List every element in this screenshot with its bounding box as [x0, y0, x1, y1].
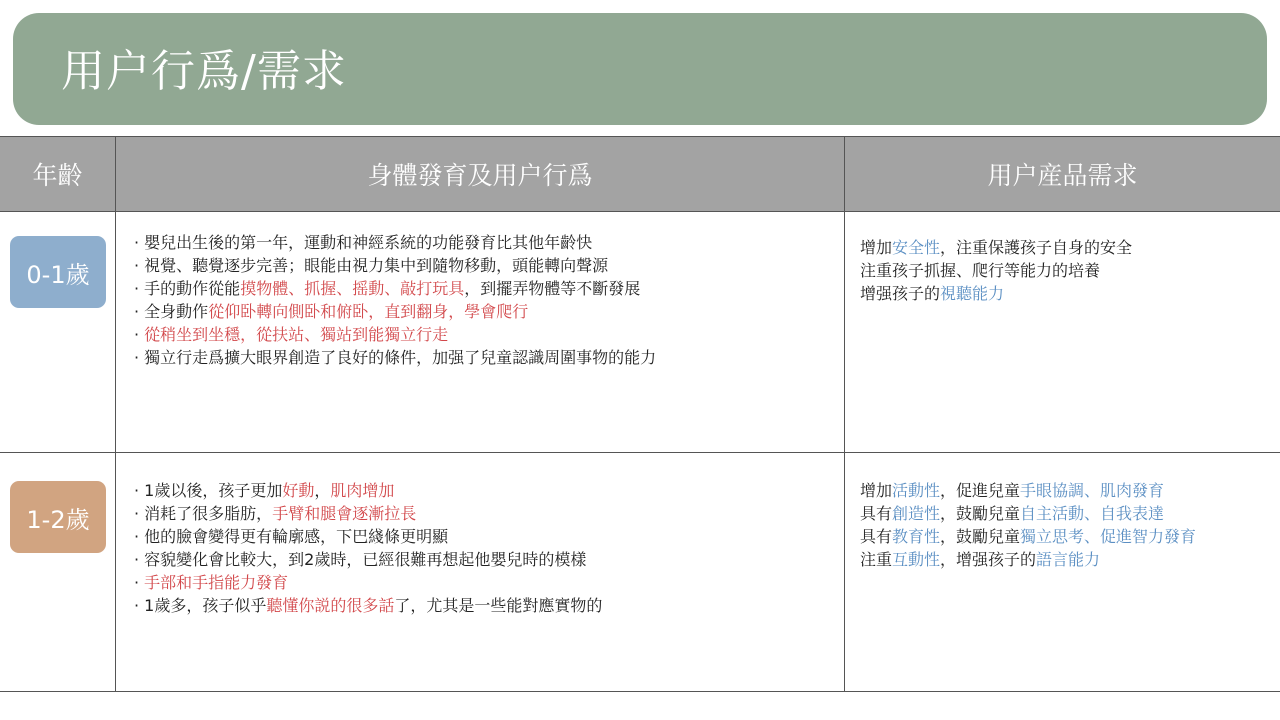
needs-line [860, 525, 1196, 548]
text-segment: · [134, 325, 145, 344]
development-bullet [134, 479, 602, 502]
text-segment: 注重孩子抓握、爬行等能力的培養 [860, 261, 1101, 280]
needs-line [860, 479, 1196, 502]
text-segment: ，注重保護孩子自身的安全 [940, 238, 1133, 257]
development-bullet [134, 231, 656, 254]
development-bullet [134, 502, 602, 525]
text-segment: · 1歲以後，孩子更加 [134, 481, 283, 500]
needs-line [860, 236, 1132, 259]
highlighted-text: 肌肉增加 [330, 481, 395, 500]
grid-line-top [0, 136, 1280, 137]
highlighted-text: 安全性 [892, 238, 941, 257]
highlighted-text: 好動 [282, 481, 315, 500]
text-segment: 具有 [860, 527, 893, 546]
highlighted-text: 語言能力 [1036, 550, 1101, 569]
development-bullet [134, 277, 656, 300]
text-segment: · 嬰兒出生後的第一年，運動和神經系統的功能發育比其他年齡快 [134, 233, 593, 252]
grid-line-row-divider [0, 452, 1280, 453]
development-bullet [134, 594, 602, 617]
highlighted-text: 創造性 [892, 504, 941, 523]
text-segment: · 全身動作 [134, 302, 209, 321]
text-segment: · 他的臉會變得更有輪廓感，下巴綫條更明顯 [134, 527, 449, 546]
text-segment: ， [314, 481, 331, 500]
column-header-development: 身體發育及用户行爲 [116, 137, 844, 211]
needs-line [860, 259, 1132, 282]
highlighted-text: 手臂和腿會逐漸拉長 [272, 504, 417, 523]
text-segment: · [134, 573, 145, 592]
development-bullet [134, 548, 602, 571]
title-banner [13, 13, 1267, 125]
needs-cell [860, 236, 1132, 305]
age-badge-1-2: 1-2歲 [10, 481, 106, 553]
highlighted-text: 獨立思考、促進智力發育 [1020, 527, 1197, 546]
page-title: 用户行爲/需求 [61, 46, 347, 97]
highlighted-text: 從仰卧轉向側卧和俯卧，直到翻身，學會爬行 [208, 302, 529, 321]
text-segment: 增强孩子的 [860, 284, 941, 303]
development-cell [134, 231, 656, 369]
text-segment: ，促進兒童 [940, 481, 1021, 500]
highlighted-text: 摸物體、抓握、摇動、敲打玩具 [240, 279, 465, 298]
grid-line-header-bottom [0, 211, 1280, 212]
needs-line [860, 502, 1196, 525]
needs-cell [860, 479, 1196, 571]
highlighted-text: 自主活動、自我表達 [1020, 504, 1165, 523]
text-segment: 增加 [860, 481, 893, 500]
text-segment: 具有 [860, 504, 893, 523]
text-segment: 了，尤其是一些能對應實物的 [394, 596, 603, 615]
development-bullet [134, 525, 602, 548]
text-segment: · 獨立行走爲擴大眼界創造了良好的條件，加强了兒童認識周圍事物的能力 [134, 348, 657, 367]
highlighted-text: 手眼協調、肌肉發育 [1020, 481, 1165, 500]
highlighted-text: 視聽能力 [940, 284, 1005, 303]
highlighted-text: 從稍坐到坐穩，從扶站、獨站到能獨立行走 [144, 325, 449, 344]
development-bullet [134, 254, 656, 277]
development-bullet [134, 346, 656, 369]
highlighted-text: 手部和手指能力發育 [144, 573, 289, 592]
grid-line-col-1 [115, 136, 116, 692]
text-segment: ，鼓勵兒童 [940, 527, 1021, 546]
text-segment: ，鼓勵兒童 [940, 504, 1021, 523]
development-bullet [134, 323, 656, 346]
development-bullet [134, 300, 656, 323]
text-segment: · 視覺、聽覺逐步完善；眼能由視力集中到隨物移動，頭能轉向聲源 [134, 256, 609, 275]
development-bullet [134, 571, 602, 594]
age-badge-0-1: 0-1歲 [10, 236, 106, 308]
text-segment: ，增强孩子的 [940, 550, 1037, 569]
grid-line-col-2 [844, 136, 845, 692]
highlighted-text: 活動性 [892, 481, 941, 500]
text-segment: · 手的動作從能 [134, 279, 241, 298]
text-segment: · 1歲多，孩子似乎 [134, 596, 267, 615]
text-segment: · 容貌變化會比較大，到2歲時，已經很難再想起他嬰兒時的模樣 [134, 550, 587, 569]
highlighted-text: 教育性 [892, 527, 941, 546]
needs-line [860, 548, 1196, 571]
needs-line [860, 282, 1132, 305]
text-segment: ，到擺弄物體等不斷發展 [464, 279, 641, 298]
column-header-needs: 用户産品需求 [845, 137, 1280, 211]
column-header-age: 年齡 [0, 137, 115, 211]
grid-line-bottom [0, 691, 1280, 692]
text-segment: 注重 [860, 550, 893, 569]
highlighted-text: 聽懂你説的很多話 [266, 596, 395, 615]
text-segment: 增加 [860, 238, 893, 257]
text-segment: · 消耗了很多脂肪， [134, 504, 273, 523]
highlighted-text: 互動性 [892, 550, 941, 569]
development-cell [134, 479, 602, 617]
